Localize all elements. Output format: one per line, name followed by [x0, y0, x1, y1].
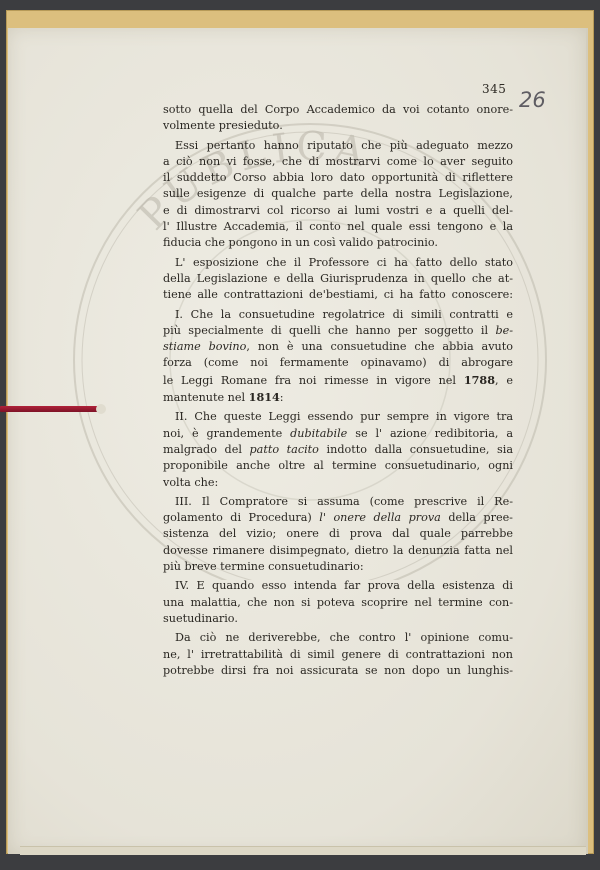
text-segment: noi, è grandemente: [163, 426, 283, 440]
text-line: IV. E quando esso intenda far prova della esistenza di: [175, 579, 513, 593]
paragraph-6: [163, 494, 513, 575]
text-line: [163, 510, 513, 526]
paragraph-4: [163, 307, 513, 407]
text-line: l' Illustre Accademia, il conto nel quale essi tengono e la: [163, 220, 513, 234]
text-line: tiene alle contrattazioni de'bestiami, ci ha fatto conoscere:: [163, 288, 513, 302]
paragraph-1: [163, 102, 513, 135]
text-line: III. Il Compratore si assuma (come prescrive il Re-: [175, 494, 513, 508]
text-line: il suddetto Corso abbia loro dato opportunità di riflettere: [163, 171, 513, 185]
text-segment: malgrado del: [163, 442, 242, 456]
text-line: forza (come noi fermamente opinavamo) di abrogare: [163, 356, 513, 370]
text-line: L' esposizione che il Professore ci ha fatto dello stato: [175, 255, 513, 269]
text-line: a ciò non vi fosse, che di mostrarvi come lo aver seguito: [163, 154, 513, 168]
year-1788: 1788: [463, 372, 495, 387]
italic-term: l' onere della prova: [319, 511, 441, 525]
text-line: sotto quella del Corpo Accademico da voi cotanto onore-: [163, 103, 513, 116]
text-segment: più specialmente di quelli che hanno per soggetto il: [163, 323, 489, 337]
text-line: una malattia, che non si poteva scoprire nel termine con-: [163, 595, 513, 609]
text-line: proponibile anche oltre al termine consuetudinario, ogni: [163, 459, 513, 473]
text-line: Essi pertanto hanno riputato che più adeguato mezzo: [175, 138, 513, 152]
text-segment: , non è una consuetudine che abbia avuto: [246, 340, 513, 354]
text-segment: indotto dalla consuetudine, sia: [326, 442, 513, 456]
italic-term: be-: [495, 323, 513, 337]
page-number: 345: [482, 82, 507, 96]
text-line: della Legislazione e della Giurisprudenza in quello che at-: [163, 271, 513, 285]
year-1814: 1814: [248, 390, 280, 405]
text-segment: :: [279, 391, 284, 405]
text-line: [163, 426, 513, 442]
text-line: suetudinario.: [163, 611, 238, 625]
text-line: più breve termine consuetudinario:: [163, 560, 364, 574]
text-line: sulle esigenze di qualche parte della nostra Legislazione,: [163, 187, 513, 201]
paragraph-2: [163, 138, 513, 252]
text-line: [163, 339, 513, 355]
text-line: [163, 389, 513, 406]
text-segment: della pree-: [448, 511, 513, 525]
text-line: ne, l' irretrattabilità di simil genere di contrattazioni non: [163, 647, 513, 661]
stamp-text: PUBLICA: [129, 123, 374, 240]
body-text: [163, 102, 513, 682]
italic-term: stiame bovino: [163, 340, 247, 354]
text-segment: golamento di Procedura): [163, 511, 312, 525]
ribbon-knot: [96, 404, 106, 414]
paragraph-5: [163, 409, 513, 490]
text-line: volta che:: [163, 475, 219, 489]
italic-term: patto tacito: [249, 442, 319, 456]
text-line: sistenza del vizio; onere di prova dal quale parrebbe: [163, 527, 513, 541]
text-segment: , e: [494, 373, 513, 387]
text-line: [163, 372, 513, 389]
text-line: dovesse rimanere disimpegnato, dietro la denunzia fatta nel: [163, 543, 513, 557]
italic-term: dubitabile: [290, 426, 348, 440]
text-segment: mantenute nel: [163, 391, 246, 405]
text-segment: le Leggi Romane fra noi rimesse in vigore nel: [163, 373, 456, 387]
handwritten-folio-number: 26: [519, 88, 546, 112]
text-line: [163, 323, 513, 339]
text-line: potrebbe dirsi fra noi assicurata se non dopo un lunghis-: [163, 663, 513, 677]
paragraph-7: [163, 578, 513, 627]
text-line: [163, 442, 513, 458]
page-bottom-edge: [20, 846, 586, 855]
text-line: fiducia che pongono in un così valido patrocinio.: [163, 236, 438, 250]
text-line: I. Che la consuetudine regolatrice di simili contratti e: [175, 307, 513, 321]
paragraph-8: [163, 630, 513, 679]
paragraph-3: [163, 255, 513, 304]
text-line: II. Che queste Leggi essendo pur sempre in vigore tra: [175, 410, 513, 424]
text-line: e di dimostrarvi col ricorso ai lumi vostri e a quelli del-: [163, 203, 513, 217]
text-line: Da ciò ne deriverebbe, che contro l' opinione comu-: [175, 631, 513, 645]
text-segment: se l' azione redibitoria, a: [355, 426, 513, 440]
binding-ribbon: [0, 406, 100, 412]
text-line: volmente presieduto.: [163, 119, 283, 133]
